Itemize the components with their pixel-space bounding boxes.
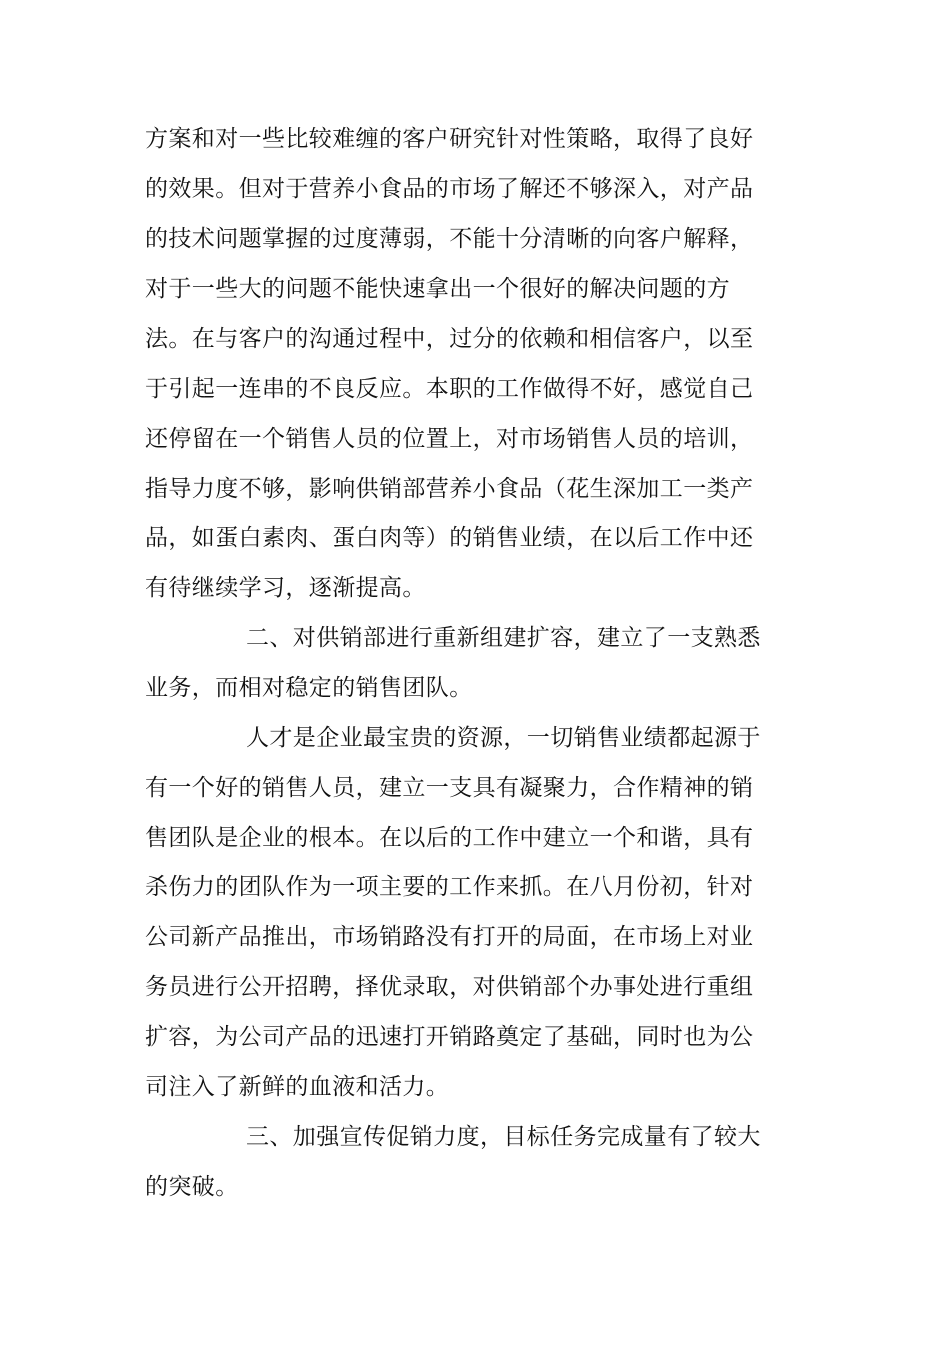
- text-line: 方案和对一些比较难缠的客户研究针对性策略，取得了良好: [145, 126, 754, 152]
- section-heading-line: 的突破。: [145, 1174, 239, 1200]
- text-line: 对于一些大的问题不能快速拿出一个很好的解决问题的方: [145, 276, 730, 302]
- text-line: 的技术问题掌握的过度薄弱，不能十分清晰的向客户解释，: [145, 226, 754, 252]
- text-line: 公司新产品推出，市场销路没有打开的局面，在市场上对业: [145, 924, 754, 950]
- text-line: 还停留在一个销售人员的位置上，对市场销售人员的培训，: [145, 426, 754, 452]
- text-line: 法。在与客户的沟通过程中，过分的依赖和相信客户，以至: [145, 326, 754, 352]
- section-heading-line: 二、对供销部进行重新组建扩容，建立了一支熟悉: [246, 625, 761, 651]
- text-line: 务员进行公开招聘，择优录取，对供销部个办事处进行重组: [145, 974, 754, 1000]
- text-line: 司注入了新鲜的血液和活力。: [145, 1074, 450, 1100]
- text-line: 有一个好的销售人员，建立一支具有凝聚力，合作精神的销: [145, 775, 754, 801]
- text-line: 品，如蛋白素肉、蛋白肉等）的销售业绩，在以后工作中还: [145, 525, 754, 551]
- section-heading-line: 业务，而相对稳定的销售团队。: [145, 675, 473, 701]
- text-line: 于引起一连串的不良反应。本职的工作做得不好，感觉自己: [145, 376, 754, 402]
- text-line: 有待继续学习，逐渐提高。: [145, 575, 426, 601]
- text-line: 售团队是企业的根本。在以后的工作中建立一个和谐，具有: [145, 825, 754, 851]
- text-line: 的效果。但对于营养小食品的市场了解还不够深入，对产品: [145, 176, 754, 202]
- paragraph-first-line: 人才是企业最宝贵的资源，一切销售业绩都起源于: [246, 725, 761, 751]
- text-line: 杀伤力的团队作为一项主要的工作来抓。在八月份初，针对: [145, 874, 754, 900]
- section-heading-line: 三、加强宣传促销力度，目标任务完成量有了较大: [246, 1124, 761, 1150]
- text-line: 扩容，为公司产品的迅速打开销路奠定了基础，同时也为公: [145, 1024, 754, 1050]
- text-line: 指导力度不够，影响供销部营养小食品（花生深加工一类产: [145, 476, 754, 502]
